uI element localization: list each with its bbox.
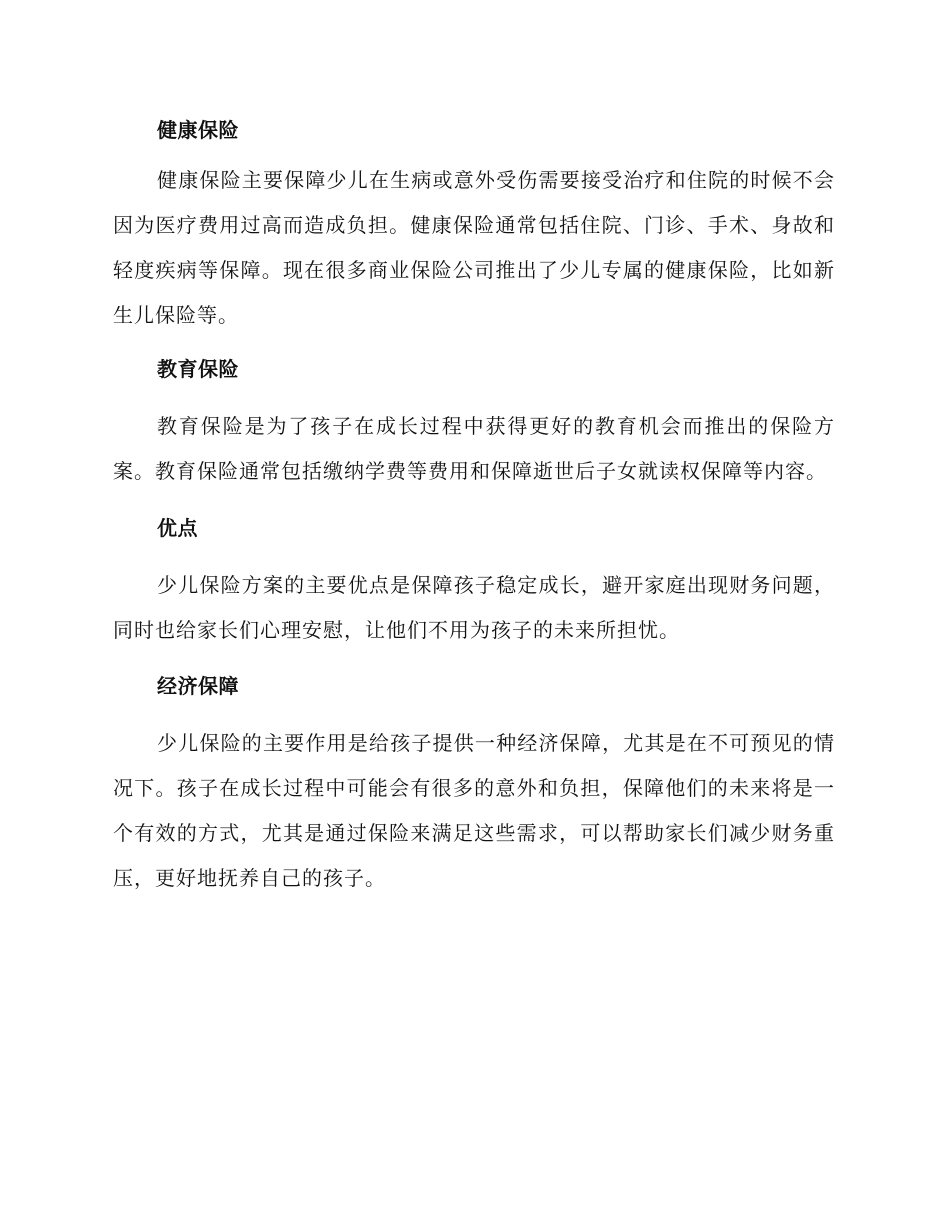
section-body-economic-protection: 少儿保险的主要作用是给孩子提供一种经济保障，尤其是在不可预见的情况下。孩子在成长过程中可能会有很多的意外和负担，保障他们的未来将是一个有效的方式，尤其是通过保险来满足这些需求，可以帮助家长们减少财务重压，更好地抚养自己的孩子。 xyxy=(113,731,835,890)
section-heading-health-insurance: 健康保险 xyxy=(157,118,239,142)
document-page xyxy=(113,108,835,901)
section-body-health-insurance: 健康保险主要保障少儿在生病或意外受伤需要接受治疗和住院的时候不会因为医疗费用过高而造成负担。健康保险通常包括住院、门诊、手术、身故和轻度疾病等保障。现在很多商业保险公司推出了少儿专属的健康保险，比如新生儿保险等。 xyxy=(113,168,835,327)
section-heading-education-insurance: 教育保险 xyxy=(157,357,239,381)
section-body-advantages: 少儿保险方案的主要优点是保障孩子稳定成长，避开家庭出现财务问题，同时也给家长们心理安慰，让他们不用为孩子的未来所担忧。 xyxy=(113,573,835,642)
section-heading-economic-protection: 经济保障 xyxy=(157,674,239,698)
section-heading-advantages: 优点 xyxy=(157,516,198,540)
section-body-education-insurance: 教育保险是为了孩子在成长过程中获得更好的教育机会而推出的保险方案。教育保险通常包括缴纳学费等费用和保障逝世后子女就读权保障等内容。 xyxy=(113,414,835,483)
